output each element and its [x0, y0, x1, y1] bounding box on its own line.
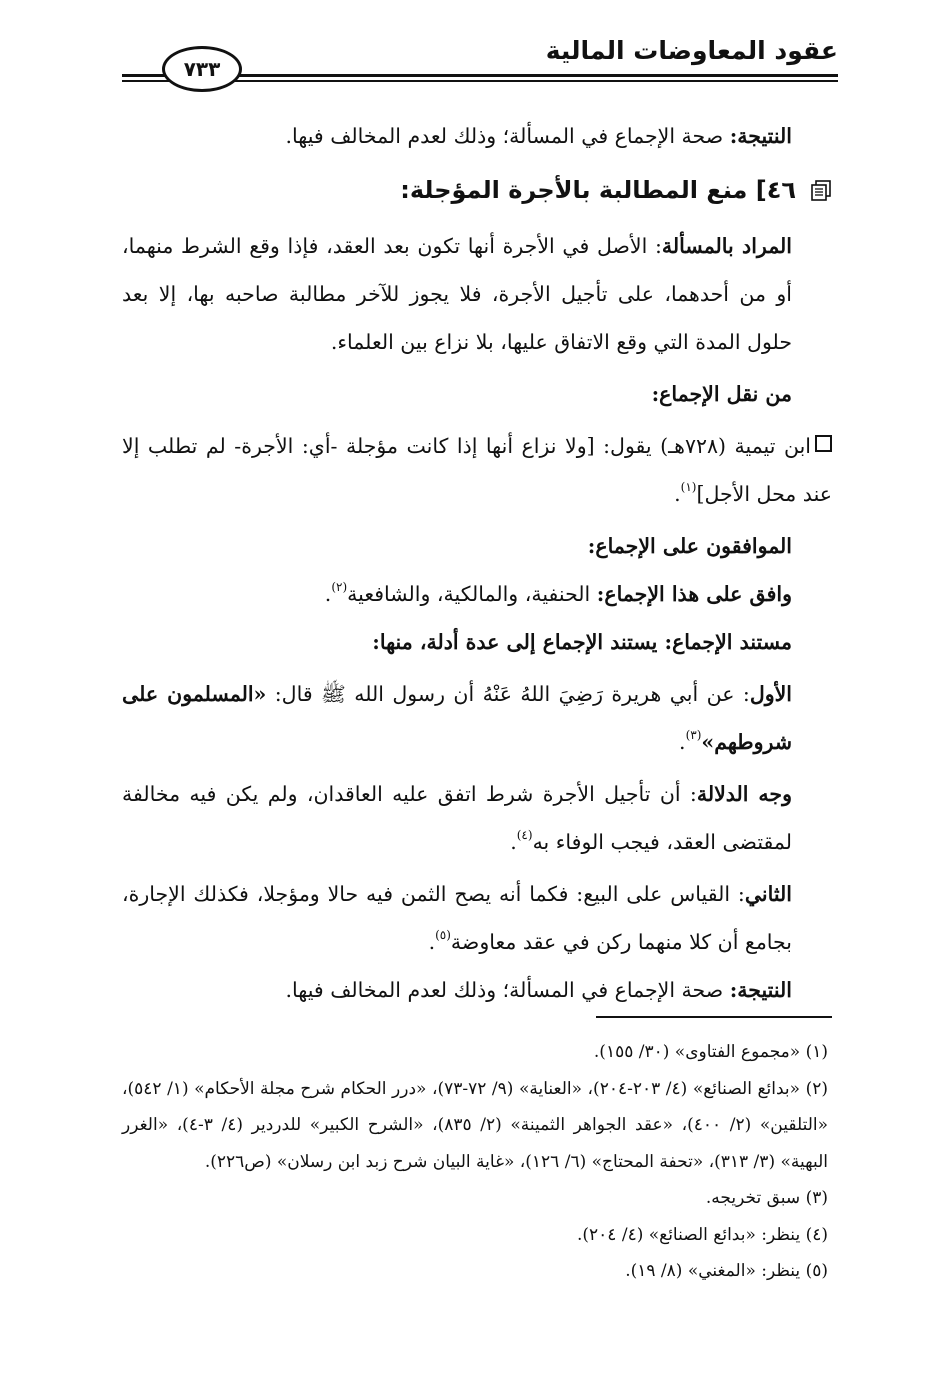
main-text	[122, 112, 832, 1014]
footnote-1: (١) «مجموع الفتاوى» (٣٠/ ١٥٥).	[593, 1042, 828, 1062]
footnote-ref-1: (١)	[680, 480, 697, 494]
agreers-text: الحنفية، والمالكية، والشافعية	[347, 582, 597, 606]
footnote-ref-2: (٢)	[331, 580, 348, 594]
footnote-separator	[596, 1016, 832, 1018]
meaning-paragraph	[122, 222, 832, 366]
proof-text: : أن تأجيل الأجرة شرط اتفق عليه العاقدان، ولم يكن فيه مخالفة لمقتضى العقد، فيجب الوفاء به	[122, 782, 792, 854]
first-label: الأول	[749, 682, 792, 706]
footnote-ref-5: (٥)	[435, 928, 451, 942]
footnote-ref-4: (٤)	[516, 828, 533, 842]
second-text: : القياس على البيع: فكما أنه يصح الثمن فيه حالا ومؤجلا، فكذلك الإجارة، بجامع أن كلا منهما ركن في عقد معاوضة	[122, 882, 792, 954]
first-evidence-paragraph	[122, 670, 832, 766]
result-label-2: النتيجة:	[729, 978, 792, 1002]
agreers-end: .	[324, 582, 332, 606]
agreers-paragraph	[122, 570, 832, 618]
proof-paragraph	[122, 770, 832, 866]
running-title: عقود المعاوضات المالية	[545, 36, 838, 65]
section-heading	[122, 166, 832, 214]
first-end: .	[679, 730, 686, 754]
second-end: .	[428, 930, 436, 954]
basis-label: مستند الإجماع:	[664, 630, 792, 654]
top-result-paragraph	[122, 112, 832, 160]
agreers-heading: الموافقون على الإجماع:	[587, 534, 792, 558]
basis-text: يستند الإجماع إلى عدة أدلة، منها:	[372, 630, 665, 654]
result-paragraph	[122, 966, 832, 1014]
transmitters-heading: من نقل الإجماع:	[651, 382, 792, 406]
footnote-ref-3: (٣)	[685, 728, 702, 742]
square-bullet-icon	[815, 435, 832, 452]
proof-end: .	[510, 830, 517, 854]
footnotes	[122, 1034, 828, 1290]
footnote-3: (٣) سبق تخريجه.	[705, 1188, 828, 1208]
footnote-2: (٢) «بدائع الصنائع» (٤/ ٢٠٣-٢٠٤)، «العناية» (٩/ ٧٢-٧٣)، «درر الحكام شرح مجلة الأحكام» (١/ ٥٤٢)، «التلقين» (٢/ ٤٠٠)، «عقد الجواهر الثمينة» (٢/ ٨٣٥)، «الشرح الكبير» للدردير (٤/ ٣-٤)، «الغرر البهية» (٣/ ٣١٣)، «تحفة المحتاج» (٦/ ١٢٦)، «غاية البيان شرح زبد ابن رسلان» (ص٢٢٦).	[122, 1078, 829, 1172]
second-evidence-paragraph	[122, 870, 832, 966]
footnote-4: (٤) ينظر: «بدائع الصنائع» (٤/ ٢٠٤).	[576, 1224, 828, 1245]
result-text-2: صحة الإجماع في المسألة؛ وذلك لعدم المخالف فيها.	[285, 978, 730, 1002]
stacked-pages-icon	[810, 179, 832, 201]
meaning-text: : الأصل في الأجرة أنها تكون بعد العقد، فإذا وقع الشرط منهما، أو من أحدهما، على تأجيل الأجرة، فلا يجوز للآخر مطالبة صاحبه بها، إلا بعد حلول المدة التي وقع الاتفاق عليها، بلا نزاع بين العلماء.	[122, 234, 792, 354]
quote-end: .	[674, 482, 681, 506]
proof-label: وجه الدلالة	[696, 782, 792, 806]
section-heading-text: ٤٦] منع المطالبة بالأجرة المؤجلة:	[400, 176, 796, 204]
page-header	[122, 30, 838, 90]
second-label: الثاني	[744, 882, 792, 906]
first-text: : عن أبي هريرة رَضِيَ اللهُ عَنْهُ أن رسول الله ﷺ قال:	[266, 682, 750, 706]
quote-text: ابن تيمية (٧٢٨هـ) يقول: [ولا نزاع أنها إذا كانت مؤجلة -أي: الأجرة- لم تطلب إلا عند محل الأجل]	[122, 434, 832, 506]
first-hadith: «المسلمون على شروطهم»	[122, 682, 792, 754]
result-label: النتيجة:	[729, 124, 792, 148]
footnote-5: (٥) ينظر: «المغني» (٨/ ١٩).	[625, 1261, 828, 1281]
page-number: ٧٣٣	[162, 46, 242, 92]
basis-paragraph	[122, 618, 832, 666]
quote-paragraph	[122, 422, 832, 518]
meaning-label: المراد بالمسألة	[661, 234, 792, 258]
result-text: صحة الإجماع في المسألة؛ وذلك لعدم المخالف فيها.	[285, 124, 730, 148]
agreers-label: وافق على هذا الإجماع:	[596, 582, 792, 606]
